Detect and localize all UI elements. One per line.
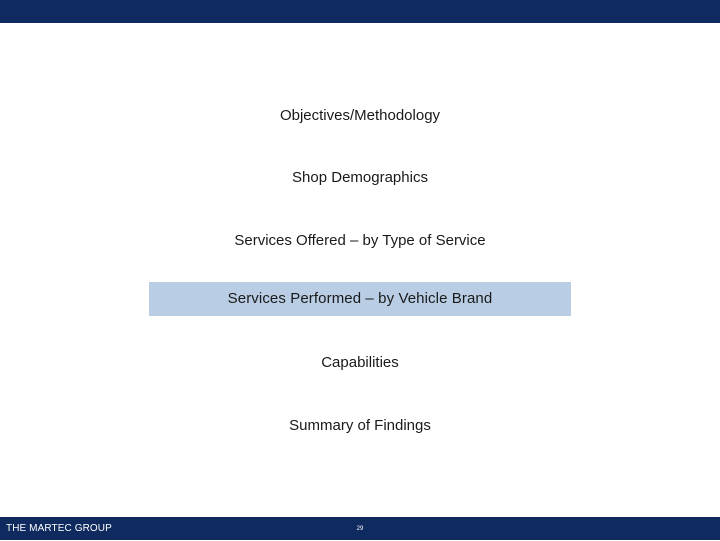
agenda-item-summary-of-findings: Summary of Findings xyxy=(289,417,431,434)
agenda-item-services-offered: Services Offered – by Type of Service xyxy=(234,232,486,249)
agenda-item-objectives-methodology: Objectives/Methodology xyxy=(279,107,441,124)
agenda-item-shop-demographics: Shop Demographics xyxy=(292,169,428,186)
agenda-item-services-performed-active: Services Performed – by Vehicle Brand xyxy=(149,282,571,316)
footer-company-name: THE MARTEC GROUP xyxy=(6,523,112,534)
footer-bar xyxy=(0,517,720,540)
agenda-item-capabilities: Capabilities xyxy=(321,354,399,371)
footer-page-number: 29 xyxy=(356,526,364,532)
